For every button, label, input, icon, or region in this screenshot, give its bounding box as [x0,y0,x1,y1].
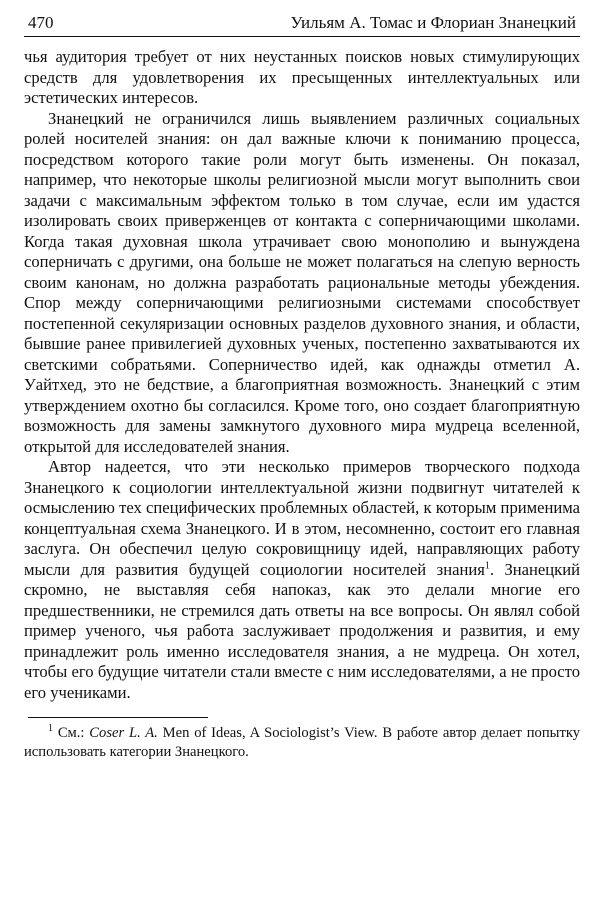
main-text [24,47,580,703]
footnote-reference[interactable]: 1 [484,559,490,571]
footnote-prefix: См.: [57,725,90,741]
footnote-author: Coser L. A. [89,725,158,741]
running-header [24,12,580,37]
page-number: 470 [28,13,54,32]
running-title: Уильям А. Томас и Флориан Знанецкий [290,13,576,32]
paragraph-with-footnote-ref [24,457,580,703]
footnote-number: 1 [48,723,53,735]
paragraph-text-before-ref: Автор надеется, что эти несколько примеров творческого подхода Знанецкого к социологии интеллектуальной жизни подвигнут читателей к осмыслению тех специфических проблемных областей, к которым применима концептуальная схема Знанецкого. И в этом, несомненно, состоит его главная заслуга. Он обеспечил целую сокровищницу идей, направляющих работу мысли для развития будущей социологии носителей знания [24,457,580,579]
paragraph: Знанецкий не ограничился лишь выявлением различных социальных ролей носителей знания: он дал важные ключи к пониманию процесса, посредством которого такие роли могут быть изменены. Он показал, например, что некоторые школы религиозной мысли могут выполнить свои задачи с максимальным эффектом только в том случае, если им удастся изолировать своих приверженцев от контакта с соперничающими школами. Когда такая духовная школа утрачивает свою монополию и вынуждена соперничать с другими, она больше не может полагаться на слепую верность своим канонам, но должна разработать рациональные методы убеждения. Спор между соперничающими религиозными системами способствует постепенной секуляризации основных разделов духовного знания, и области, бывшие ранее привилегией духовных ученых, постепенно захватываются их светскими собратьями. Соперничество идей, как однажды отметил А. Уайтхед, это не бедствие, а благоприятная возможность. Знанецкий с этим утверждением охотно бы согласился. Кроме того, оно создает благоприятную возможность для замены замкнутого духовного мира мудреца вселенной, открытой для исследователей знания. [24,108,580,456]
footnote-divider [28,717,208,718]
footnote-text: Men of Ideas, A Sociologist’s View. В работе автор делает попытку использовать категории Знанецкого. [24,725,581,760]
paragraph-continuation: чья аудитория требует от них неустанных поисков новых стимулирующих средств для удовлетворения их пресыщенных интеллектуальных или эстетических интересов. [24,47,580,107]
footnote [24,724,580,762]
book-page [24,12,580,892]
paragraph-text-after-ref: . Знанецкий скромно, не выставляя себя напоказ, как это делали многие его предшественники, не стремился дать ответы на все вопросы. Он являл собой пример ученого, чья работа заслуживает продолжения и развития, и ему принадлежит роль именно исследователя знания, а не мудреца. Он хотел, чтобы его будущие читатели стали вместе с ним исследователями, а не просто его учениками. [24,559,580,702]
